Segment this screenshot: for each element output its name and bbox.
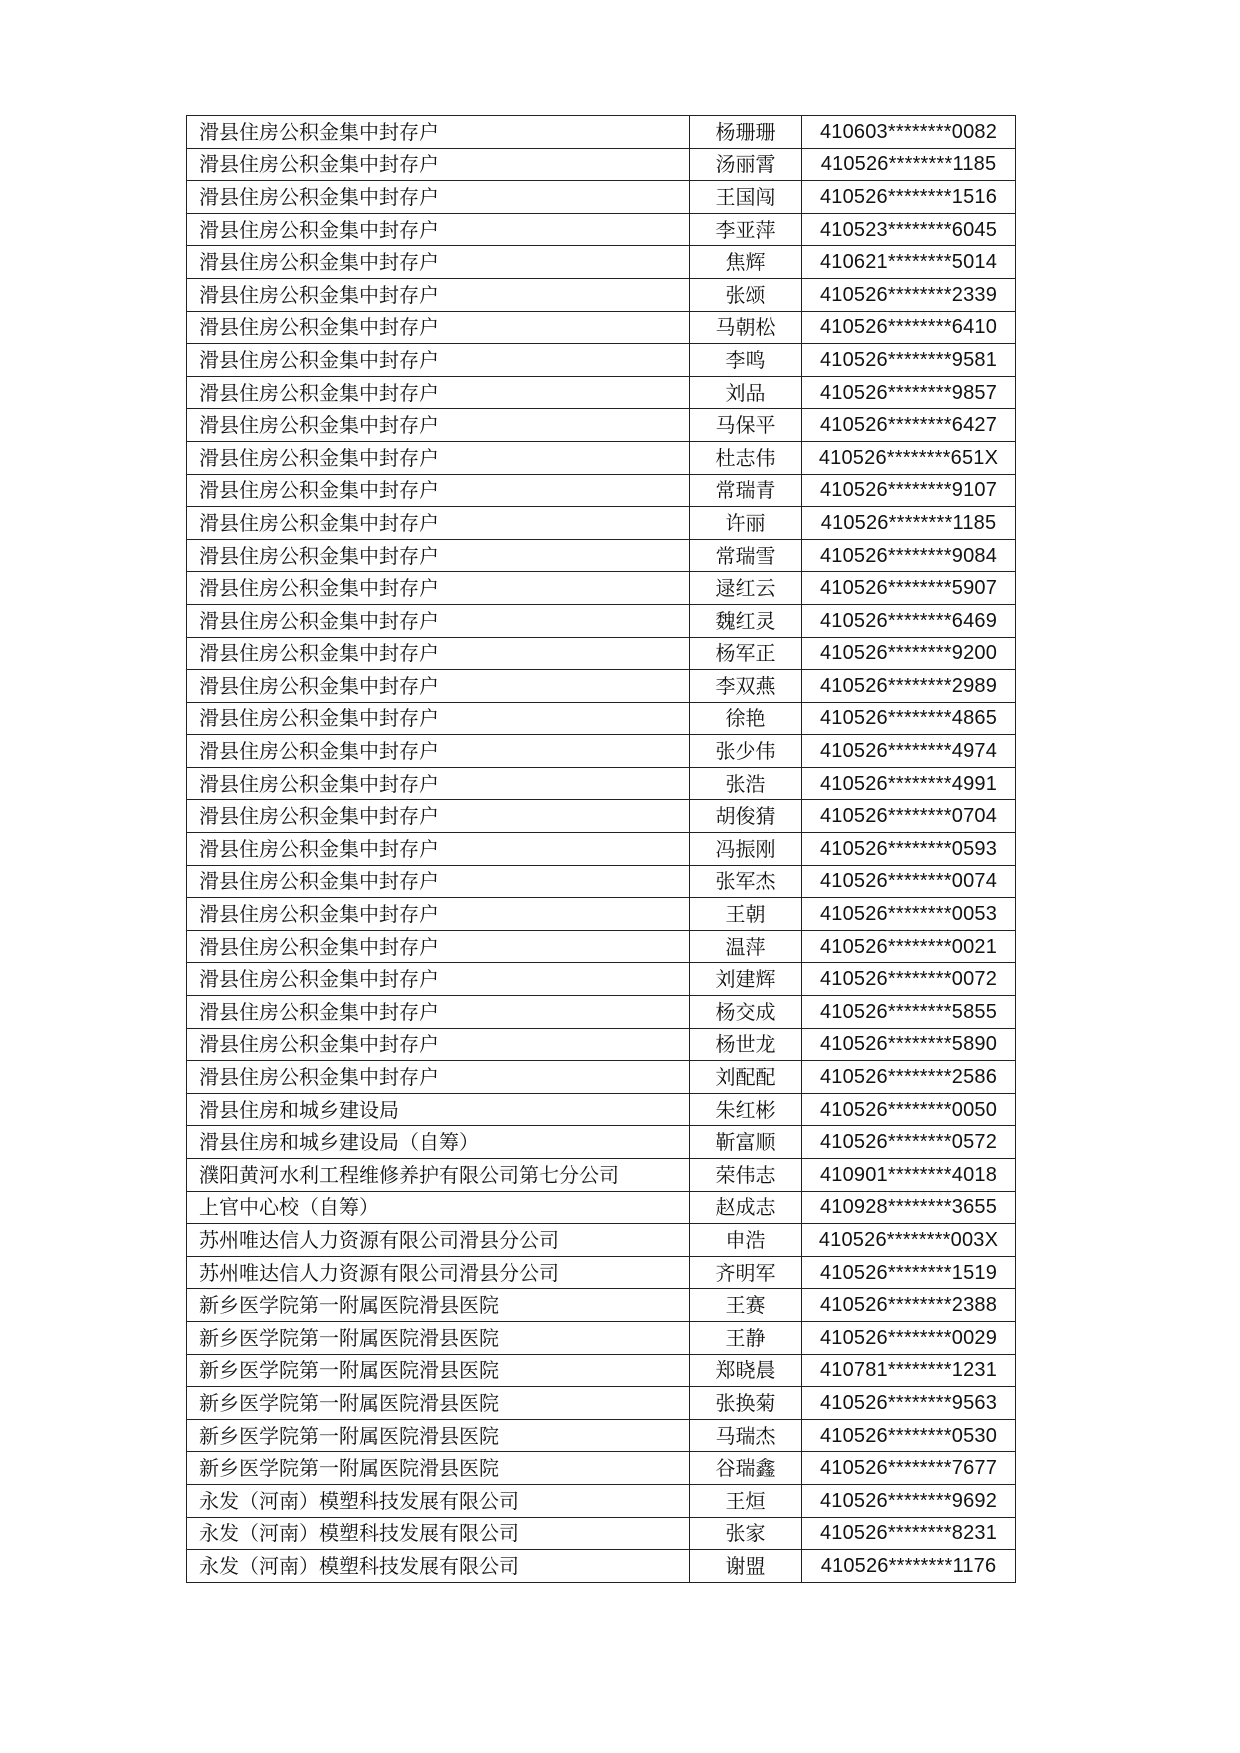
- unit-name-cell: 滑县住房公积金集中封存户: [187, 507, 690, 540]
- unit-name-cell: 滑县住房公积金集中封存户: [187, 800, 690, 833]
- unit-name-cell: 新乡医学院第一附属医院滑县医院: [187, 1354, 690, 1387]
- unit-name-cell: 新乡医学院第一附属医院滑县医院: [187, 1419, 690, 1452]
- id-number-cell: 410526********1516: [802, 181, 1016, 214]
- id-number-cell: 410526********1176: [802, 1550, 1016, 1583]
- person-name-cell: 朱红彬: [690, 1093, 802, 1126]
- unit-name-cell: 滑县住房公积金集中封存户: [187, 311, 690, 344]
- id-number-cell: 410526********1185: [802, 148, 1016, 181]
- unit-name-cell: 滑县住房公积金集中封存户: [187, 441, 690, 474]
- id-number-cell: 410928********3655: [802, 1191, 1016, 1224]
- unit-name-cell: 滑县住房公积金集中封存户: [187, 963, 690, 996]
- id-number-cell: 410526********4991: [802, 767, 1016, 800]
- person-name-cell: 张军杰: [690, 865, 802, 898]
- person-name-cell: 赵成志: [690, 1191, 802, 1224]
- id-number-cell: 410526********651X: [802, 441, 1016, 474]
- person-name-cell: 马瑞杰: [690, 1419, 802, 1452]
- id-number-cell: 410526********6410: [802, 311, 1016, 344]
- table-row: [187, 604, 1016, 637]
- table-row: [187, 898, 1016, 931]
- table-row: [187, 930, 1016, 963]
- id-number-cell: 410526********2388: [802, 1289, 1016, 1322]
- table-row: [187, 1289, 1016, 1322]
- unit-name-cell: 新乡医学院第一附属医院滑县医院: [187, 1452, 690, 1485]
- person-name-cell: 张浩: [690, 767, 802, 800]
- id-number-cell: 410526********0593: [802, 833, 1016, 866]
- person-name-cell: 张少伟: [690, 735, 802, 768]
- id-number-cell: 410526********6469: [802, 604, 1016, 637]
- unit-name-cell: 滑县住房公积金集中封存户: [187, 539, 690, 572]
- id-number-cell: 410526********0050: [802, 1093, 1016, 1126]
- table-row: [187, 213, 1016, 246]
- person-name-cell: 马保平: [690, 409, 802, 442]
- id-number-cell: 410526********4974: [802, 735, 1016, 768]
- person-name-cell: 逯红云: [690, 572, 802, 605]
- table-row: [187, 246, 1016, 279]
- id-number-cell: 410526********9563: [802, 1387, 1016, 1420]
- id-number-cell: 410526********0072: [802, 963, 1016, 996]
- unit-name-cell: 滑县住房公积金集中封存户: [187, 767, 690, 800]
- unit-name-cell: 滑县住房公积金集中封存户: [187, 898, 690, 931]
- id-number-cell: 410526********2339: [802, 278, 1016, 311]
- unit-name-cell: 滑县住房和城乡建设局: [187, 1093, 690, 1126]
- table-row: [187, 1321, 1016, 1354]
- unit-name-cell: 滑县住房公积金集中封存户: [187, 148, 690, 181]
- person-name-cell: 王烜: [690, 1484, 802, 1517]
- person-name-cell: 张颂: [690, 278, 802, 311]
- table-row: [187, 572, 1016, 605]
- person-name-cell: 杨军正: [690, 637, 802, 670]
- unit-name-cell: 新乡医学院第一附属医院滑县医院: [187, 1321, 690, 1354]
- id-number-cell: 410526********9857: [802, 376, 1016, 409]
- person-name-cell: 冯振刚: [690, 833, 802, 866]
- id-number-cell: 410526********2989: [802, 670, 1016, 703]
- unit-name-cell: 新乡医学院第一附属医院滑县医院: [187, 1289, 690, 1322]
- unit-name-cell: 滑县住房公积金集中封存户: [187, 278, 690, 311]
- id-number-cell: 410526********7677: [802, 1452, 1016, 1485]
- table-row: [187, 767, 1016, 800]
- person-name-cell: 马朝松: [690, 311, 802, 344]
- id-number-cell: 410526********003X: [802, 1224, 1016, 1257]
- person-name-cell: 杨交成: [690, 996, 802, 1029]
- table-row: [187, 148, 1016, 181]
- person-name-cell: 汤丽霄: [690, 148, 802, 181]
- unit-name-cell: 永发（河南）模塑科技发展有限公司: [187, 1484, 690, 1517]
- unit-name-cell: 上官中心校（自筹）: [187, 1191, 690, 1224]
- table-row: [187, 1354, 1016, 1387]
- person-name-cell: 焦辉: [690, 246, 802, 279]
- table-row: [187, 1550, 1016, 1583]
- unit-name-cell: 新乡医学院第一附属医院滑县医院: [187, 1387, 690, 1420]
- person-name-cell: 李双燕: [690, 670, 802, 703]
- table-row: [187, 800, 1016, 833]
- table-row: [187, 539, 1016, 572]
- table-row: [187, 278, 1016, 311]
- id-number-cell: 410526********9200: [802, 637, 1016, 670]
- table-row: [187, 1093, 1016, 1126]
- id-number-cell: 410526********5890: [802, 1028, 1016, 1061]
- person-name-cell: 温萍: [690, 930, 802, 963]
- id-number-cell: 410781********1231: [802, 1354, 1016, 1387]
- person-name-cell: 申浩: [690, 1224, 802, 1257]
- records-table: [186, 115, 1016, 1583]
- person-name-cell: 刘品: [690, 376, 802, 409]
- id-number-cell: 410523********6045: [802, 213, 1016, 246]
- table-row: [187, 116, 1016, 149]
- table-row: [187, 1224, 1016, 1257]
- table-row: [187, 833, 1016, 866]
- unit-name-cell: 濮阳黄河水利工程维修养护有限公司第七分公司: [187, 1159, 690, 1192]
- person-name-cell: 常瑞青: [690, 474, 802, 507]
- unit-name-cell: 滑县住房公积金集中封存户: [187, 1028, 690, 1061]
- id-number-cell: 410526********0704: [802, 800, 1016, 833]
- unit-name-cell: 滑县住房公积金集中封存户: [187, 637, 690, 670]
- id-number-cell: 410526********0572: [802, 1126, 1016, 1159]
- table-row: [187, 507, 1016, 540]
- table-row: [187, 474, 1016, 507]
- person-name-cell: 谷瑞鑫: [690, 1452, 802, 1485]
- table-row: [187, 963, 1016, 996]
- id-number-cell: 410526********8231: [802, 1517, 1016, 1550]
- id-number-cell: 410526********9084: [802, 539, 1016, 572]
- table-row: [187, 1484, 1016, 1517]
- id-number-cell: 410526********4865: [802, 702, 1016, 735]
- id-number-cell: 410526********1519: [802, 1256, 1016, 1289]
- person-name-cell: 齐明军: [690, 1256, 802, 1289]
- table-row: [187, 1028, 1016, 1061]
- person-name-cell: 李鸣: [690, 344, 802, 377]
- person-name-cell: 荣伟志: [690, 1159, 802, 1192]
- unit-name-cell: 滑县住房公积金集中封存户: [187, 246, 690, 279]
- person-name-cell: 王朝: [690, 898, 802, 931]
- id-number-cell: 410526********2586: [802, 1061, 1016, 1094]
- table-row: [187, 1419, 1016, 1452]
- table-row: [187, 702, 1016, 735]
- table-row: [187, 311, 1016, 344]
- unit-name-cell: 滑县住房公积金集中封存户: [187, 604, 690, 637]
- id-number-cell: 410901********4018: [802, 1159, 1016, 1192]
- table-row: [187, 376, 1016, 409]
- id-number-cell: 410526********0021: [802, 930, 1016, 963]
- person-name-cell: 郑晓晨: [690, 1354, 802, 1387]
- person-name-cell: 刘配配: [690, 1061, 802, 1094]
- id-number-cell: 410526********1185: [802, 507, 1016, 540]
- person-name-cell: 徐艳: [690, 702, 802, 735]
- unit-name-cell: 滑县住房公积金集中封存户: [187, 996, 690, 1029]
- unit-name-cell: 滑县住房公积金集中封存户: [187, 181, 690, 214]
- unit-name-cell: 滑县住房公积金集中封存户: [187, 376, 690, 409]
- unit-name-cell: 滑县住房公积金集中封存户: [187, 865, 690, 898]
- table-row: [187, 409, 1016, 442]
- unit-name-cell: 滑县住房公积金集中封存户: [187, 1061, 690, 1094]
- person-name-cell: 许丽: [690, 507, 802, 540]
- table-row: [187, 1517, 1016, 1550]
- table-row: [187, 670, 1016, 703]
- unit-name-cell: 滑县住房公积金集中封存户: [187, 670, 690, 703]
- id-number-cell: 410526********0053: [802, 898, 1016, 931]
- person-name-cell: 杨珊珊: [690, 116, 802, 149]
- table-row: [187, 1387, 1016, 1420]
- table-row: [187, 637, 1016, 670]
- unit-name-cell: 滑县住房公积金集中封存户: [187, 409, 690, 442]
- table-row: [187, 181, 1016, 214]
- table-row: [187, 1452, 1016, 1485]
- table-row: [187, 1191, 1016, 1224]
- table-row: [187, 1126, 1016, 1159]
- unit-name-cell: 滑县住房公积金集中封存户: [187, 116, 690, 149]
- person-name-cell: 胡俊猜: [690, 800, 802, 833]
- person-name-cell: 王赛: [690, 1289, 802, 1322]
- id-number-cell: 410526********0029: [802, 1321, 1016, 1354]
- id-number-cell: 410526********5907: [802, 572, 1016, 605]
- person-name-cell: 张换菊: [690, 1387, 802, 1420]
- unit-name-cell: 滑县住房公积金集中封存户: [187, 930, 690, 963]
- records-table-body: [187, 116, 1016, 1583]
- id-number-cell: 410526********0530: [802, 1419, 1016, 1452]
- id-number-cell: 410526********9692: [802, 1484, 1016, 1517]
- person-name-cell: 李亚萍: [690, 213, 802, 246]
- person-name-cell: 王静: [690, 1321, 802, 1354]
- person-name-cell: 杜志伟: [690, 441, 802, 474]
- id-number-cell: 410603********0082: [802, 116, 1016, 149]
- unit-name-cell: 滑县住房公积金集中封存户: [187, 474, 690, 507]
- table-row: [187, 1061, 1016, 1094]
- id-number-cell: 410526********0074: [802, 865, 1016, 898]
- person-name-cell: 谢盟: [690, 1550, 802, 1583]
- person-name-cell: 常瑞雪: [690, 539, 802, 572]
- id-number-cell: 410526********9107: [802, 474, 1016, 507]
- person-name-cell: 杨世龙: [690, 1028, 802, 1061]
- table-row: [187, 344, 1016, 377]
- person-name-cell: 王国闯: [690, 181, 802, 214]
- unit-name-cell: 滑县住房公积金集中封存户: [187, 702, 690, 735]
- id-number-cell: 410526********5855: [802, 996, 1016, 1029]
- person-name-cell: 刘建辉: [690, 963, 802, 996]
- person-name-cell: 魏红灵: [690, 604, 802, 637]
- unit-name-cell: 滑县住房公积金集中封存户: [187, 213, 690, 246]
- unit-name-cell: 苏州唯达信人力资源有限公司滑县分公司: [187, 1256, 690, 1289]
- id-number-cell: 410621********5014: [802, 246, 1016, 279]
- person-name-cell: 靳富顺: [690, 1126, 802, 1159]
- table-row: [187, 1256, 1016, 1289]
- table-row: [187, 735, 1016, 768]
- person-name-cell: 张家: [690, 1517, 802, 1550]
- id-number-cell: 410526********6427: [802, 409, 1016, 442]
- table-row: [187, 441, 1016, 474]
- unit-name-cell: 永发（河南）模塑科技发展有限公司: [187, 1550, 690, 1583]
- unit-name-cell: 滑县住房和城乡建设局（自筹）: [187, 1126, 690, 1159]
- table-row: [187, 1159, 1016, 1192]
- unit-name-cell: 永发（河南）模塑科技发展有限公司: [187, 1517, 690, 1550]
- unit-name-cell: 滑县住房公积金集中封存户: [187, 344, 690, 377]
- unit-name-cell: 滑县住房公积金集中封存户: [187, 572, 690, 605]
- table-row: [187, 865, 1016, 898]
- id-number-cell: 410526********9581: [802, 344, 1016, 377]
- unit-name-cell: 苏州唯达信人力资源有限公司滑县分公司: [187, 1224, 690, 1257]
- table-row: [187, 996, 1016, 1029]
- unit-name-cell: 滑县住房公积金集中封存户: [187, 833, 690, 866]
- unit-name-cell: 滑县住房公积金集中封存户: [187, 735, 690, 768]
